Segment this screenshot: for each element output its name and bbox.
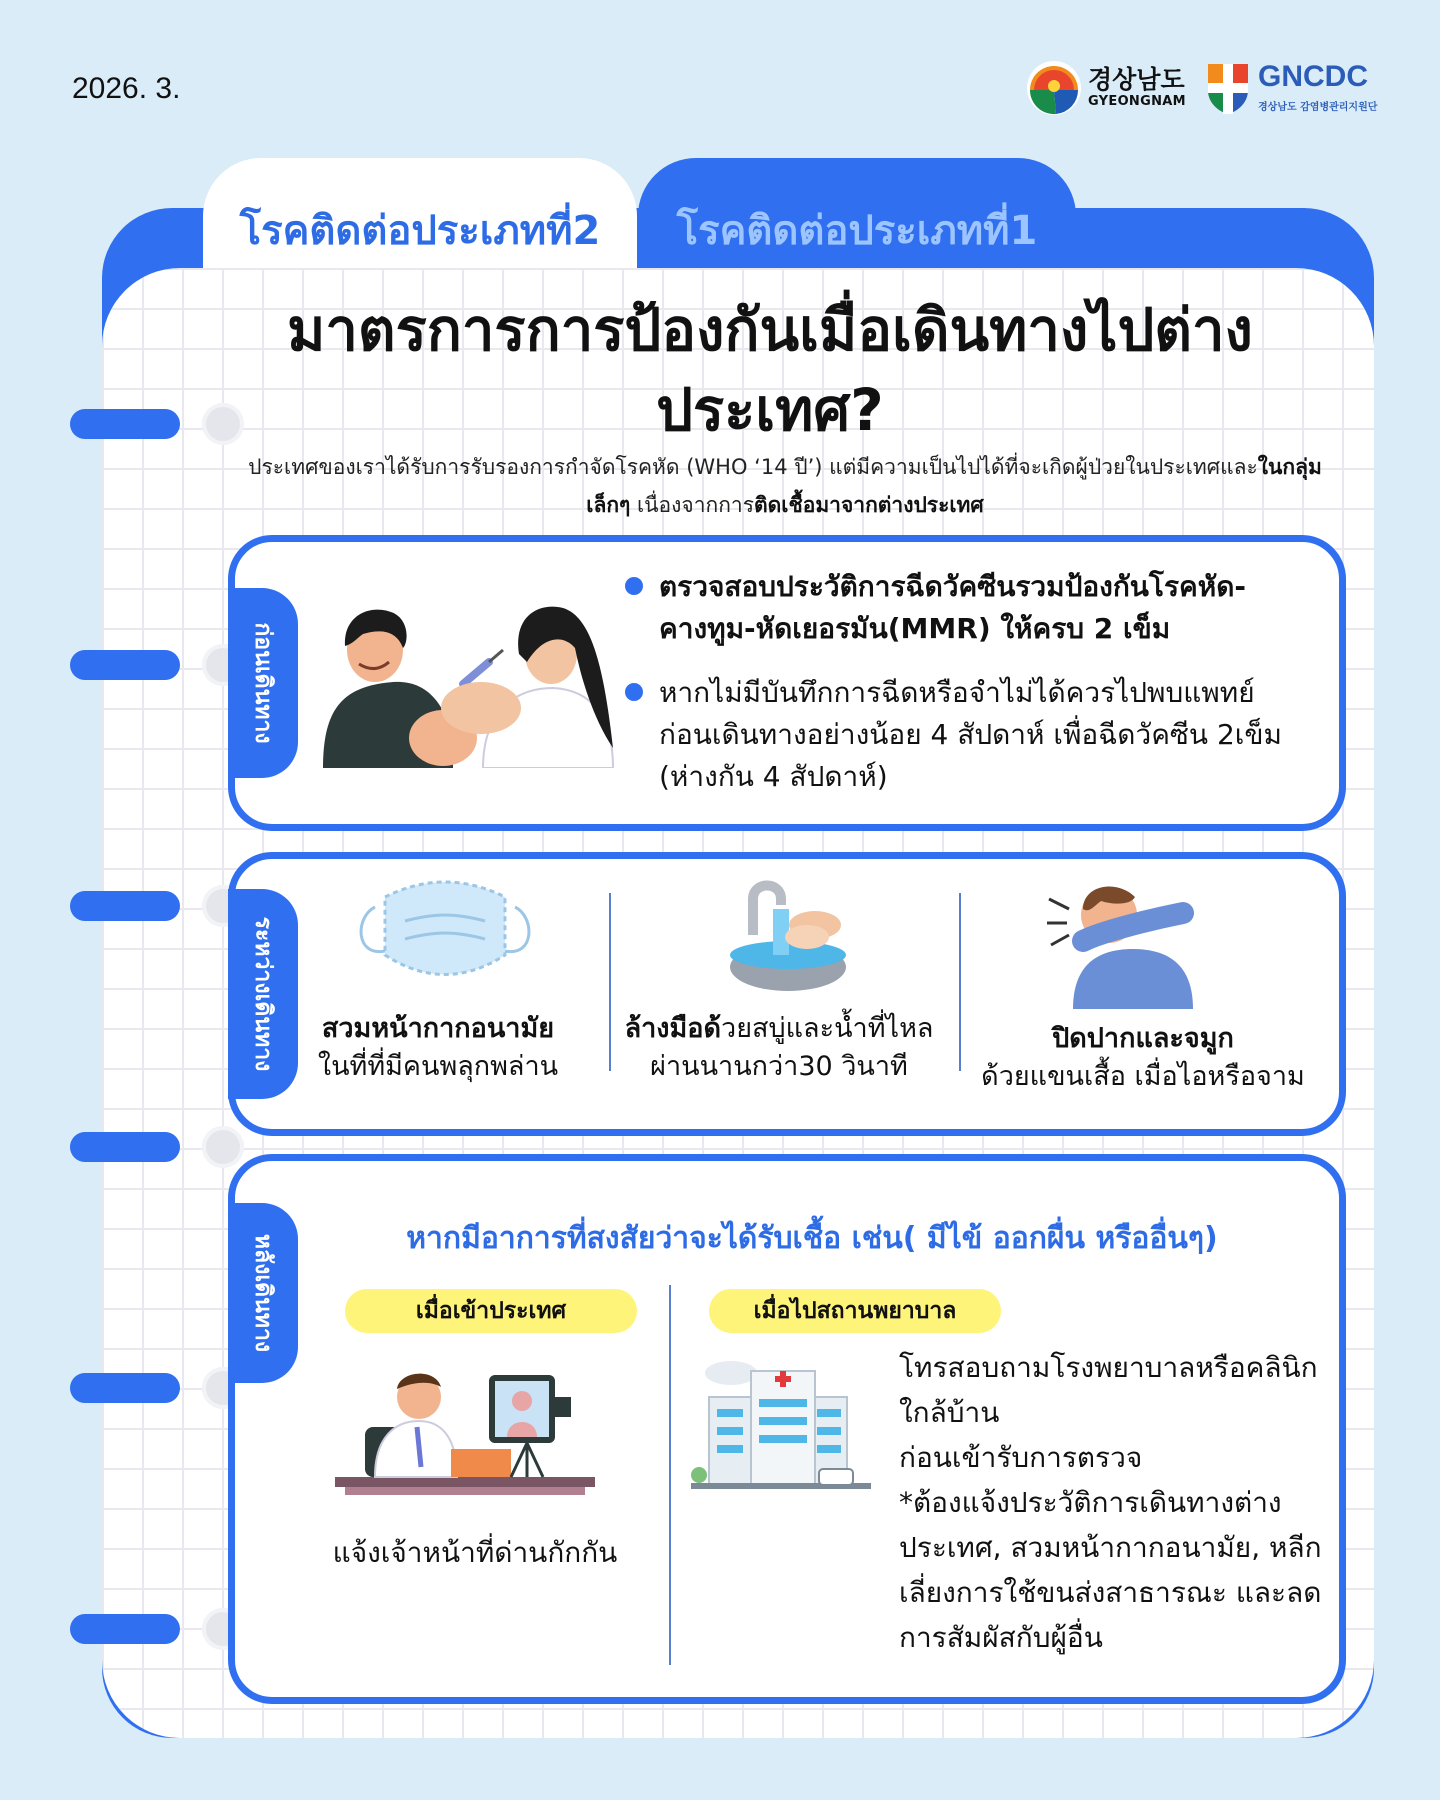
intro-text (240, 448, 1330, 524)
instruction-line: ก่อนเข้ารับการตรวจ (899, 1441, 1143, 1474)
instruction-line: เลี่ยงการใช้ขนส่งสาธารณะ และลด (899, 1576, 1322, 1609)
tab-category-2[interactable] (203, 158, 637, 268)
instruction-line: โทรสอบถามโรงพยาบาลหรือคลินิก (899, 1351, 1318, 1384)
hospital-icon (691, 1357, 871, 1497)
tip-handwash-line1: ล้างมือด้วยสบู่และน้ำที่ไหล (624, 1013, 934, 1044)
tip-cover-bold: ปิดปากและจมูก (1052, 1023, 1234, 1054)
binder-ring (70, 891, 182, 921)
after-heading: หากมีอาการที่สงสัยว่าจะได้รับเชื้อ เช่น( มีไข้ ออกผื่น หรืออื่นๆ) (406, 1221, 1218, 1256)
gyeongnam-emblem-icon (1026, 60, 1082, 116)
hospital-instructions (899, 1345, 1322, 1660)
binder-ring (70, 1373, 182, 1403)
gncdc-logo (1206, 58, 1378, 118)
caption-notify-quarantine: แจ้งเจ้าหน้าที่ด่านกักกัน (332, 1536, 618, 1569)
tip-mask-bold: สวมหน้ากากอนามัย (321, 1013, 555, 1044)
title-line-1: มาตรการการป้องกันเมื่อเดินทางไปต่าง (287, 296, 1253, 364)
tip-mask (315, 859, 561, 1115)
issue-date: 2026. 3. (72, 72, 181, 105)
gncdc-text: GNCDC (1258, 60, 1368, 93)
quarantine-officer-illustration (335, 1367, 595, 1507)
instruction-line: การสัมผัสกับผู้อื่น (899, 1621, 1103, 1654)
gncdc-shield-icon (1206, 60, 1250, 116)
vaccination-illustration (313, 598, 633, 768)
binder-ring (70, 409, 182, 439)
gyeongnam-logo (1026, 58, 1192, 118)
binder-ring (70, 1614, 182, 1644)
tab-label: โรคติดต่อประเภทที่2 (239, 208, 601, 254)
column-divider (609, 893, 611, 1071)
column-divider (669, 1285, 671, 1665)
section-during-travel (228, 852, 1346, 1136)
tip-cover-text: ด้วยแขนเสื้อ เมื่อไอหรือจาม (981, 1061, 1305, 1092)
gyeongnam-ko: 경상남도 (1088, 65, 1185, 94)
bullet-dot (625, 683, 643, 701)
instruction-line: ใกล้บ้าน (899, 1396, 1000, 1429)
bullet-dot (625, 577, 643, 595)
instruction-line: ประเทศ, สวมหน้ากากอนามัย, หลีก (899, 1531, 1322, 1564)
before-bullet-1: ตรวจสอบประวัติการฉีดวัคซีนรวมป้องกันโรคหัด-คางทูม-หัดเยอรมัน(MMR) ให้ครบ 2 เข็ม (659, 566, 1299, 650)
section-label: ระหว่างเดินทาง (228, 889, 298, 1099)
pill-visiting-hospital: เมื่อไปสถานพยาบาล (709, 1289, 1001, 1333)
gncdc-subtitle: 경상남도 감염병관리지원단 (1258, 102, 1378, 113)
tab-category-1[interactable] (638, 158, 1076, 268)
intro-part-1: ประเทศของเราได้รับการรับรองการกำจัดโรคหัด (WHO ‘14 ปี’) แต่มีความเป็นไปได้ที่จะเกิดผู้ป่วยในประเทศและ (248, 455, 1258, 479)
tip-mask-text: ในที่ที่มีคนพลุกพล่าน (317, 1051, 559, 1082)
intro-part-2: เนื่องจากการ (630, 493, 755, 517)
tip-handwash (613, 859, 945, 1115)
logos (1026, 58, 1378, 118)
binder-ring (70, 650, 182, 680)
section-after-travel (228, 1154, 1346, 1704)
section-label: ก่อนเดินทาง (228, 588, 298, 778)
tip-handwash-line2: ผ่านนานกว่า30 วินาที (650, 1051, 908, 1082)
pill-entering-country: เมื่อเข้าประเทศ (345, 1289, 637, 1333)
binder-ring (70, 1132, 182, 1162)
section-before-travel (228, 535, 1346, 831)
tip-cover-cough (963, 859, 1323, 1115)
instruction-line: *ต้องแจ้งประวัติการเดินทางต่าง (899, 1486, 1282, 1519)
column-divider (959, 893, 961, 1071)
gyeongnam-en: GYEONGNAM (1088, 94, 1186, 109)
cough-icon (1043, 879, 1203, 1009)
before-bullet-2: หากไม่มีบันทึกการฉีดหรือจำไม่ได้ควรไปพบแพทย์ก่อนเดินทางอย่างน้อย 4 สัปดาห์ เพื่อฉีดวัคซีน 2เข็ม (ห่างกัน 4 สัปดาห์) (659, 672, 1299, 798)
intro-bold-2: ติดเชื้อมาจากต่างประเทศ (754, 493, 984, 517)
face-mask-icon (355, 877, 535, 983)
handwash-icon (723, 875, 853, 997)
section-label: หลังเดินทาง (228, 1203, 298, 1383)
title-line-2: ประเทศ? (656, 376, 884, 444)
tab-label: โรคติดต่อประเภทที่1 (676, 208, 1038, 254)
page-title (220, 290, 1320, 450)
intro-bold-1: ในกลุ่มเล็กๆ (586, 455, 1322, 517)
